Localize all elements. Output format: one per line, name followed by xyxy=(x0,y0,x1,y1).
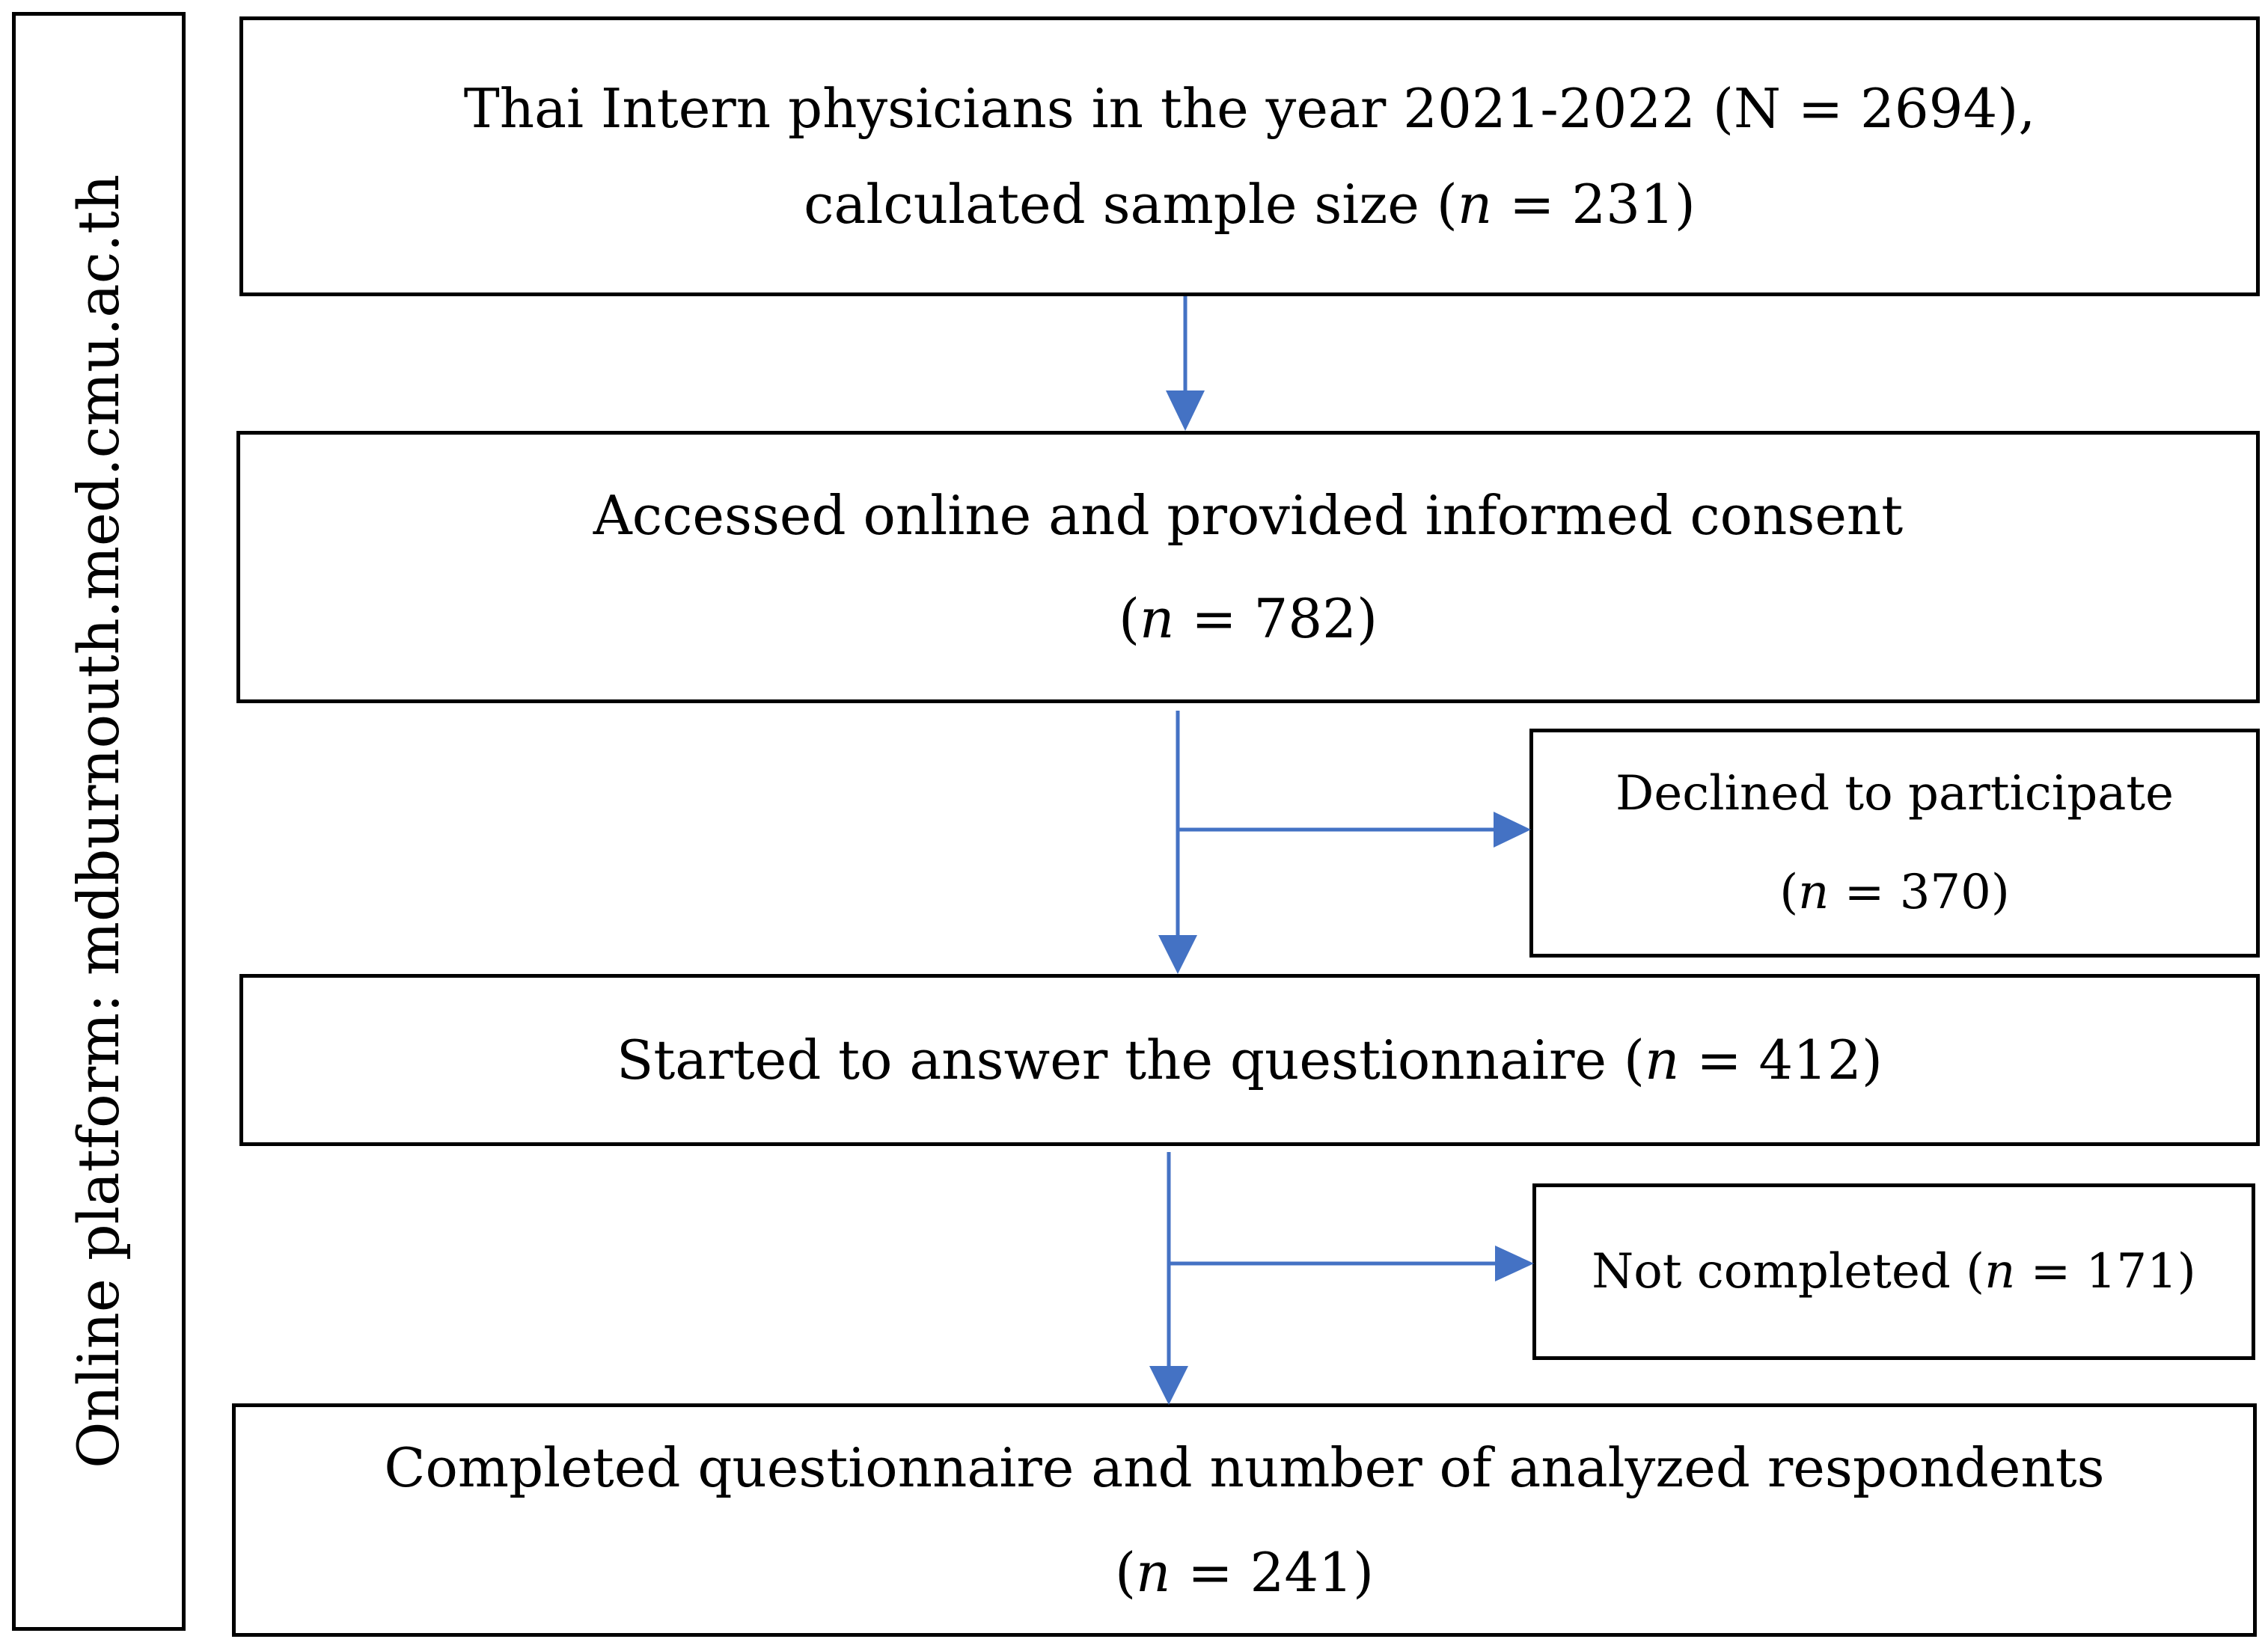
started-n-symbol: n xyxy=(1644,1029,1680,1091)
started-line-1-prefix: Started to answer the questionnaire ( xyxy=(617,1029,1645,1091)
population-line-2-prefix: calculated sample size ( xyxy=(804,173,1458,236)
not-completed-n-symbol: n xyxy=(1984,1244,2016,1299)
arrow-head xyxy=(1495,1246,1534,1281)
completed-line-2-suffix: = 241) xyxy=(1170,1541,1375,1604)
arrow-consent-to-started xyxy=(1158,711,1197,974)
arrow-population-to-consent xyxy=(1166,296,1205,431)
declined-n-symbol: n xyxy=(1798,865,1830,920)
completed-line-2-prefix: ( xyxy=(1114,1541,1137,1604)
consent-n-symbol: n xyxy=(1140,587,1175,650)
completed-line-1: Completed questionnaire and number of analyzed respondents xyxy=(384,1436,2105,1499)
arrow-head xyxy=(1158,935,1197,974)
declined-line-2-prefix: ( xyxy=(1779,865,1799,920)
consent-line-2-suffix: = 782) xyxy=(1174,587,1378,650)
arrow-head xyxy=(1166,390,1205,431)
arrow-to-not-completed xyxy=(1169,1246,1534,1281)
platform-side-label: Online platform: mdburnouth.med.cmu.ac.th xyxy=(65,174,132,1468)
arrow-to-declined xyxy=(1178,812,1531,848)
consent-line-1: Accessed online and provided informed consent xyxy=(593,484,1904,547)
population-line-2-suffix: = 231) xyxy=(1492,173,1696,236)
arrow-head xyxy=(1149,1366,1188,1405)
population-line-1: Thai Intern physicians in the year 2021-2022 (N = 2694), xyxy=(463,77,2036,140)
arrow-started-to-completed xyxy=(1149,1152,1188,1405)
declined-line-2-suffix: = 370) xyxy=(1829,865,2010,920)
consent-line-2-prefix: ( xyxy=(1118,587,1140,650)
not-completed-line-1-prefix: Not completed ( xyxy=(1592,1244,1985,1299)
arrow-head xyxy=(1494,812,1531,848)
population-n-symbol: n xyxy=(1457,173,1493,236)
not-completed-line-1-suffix: = 171) xyxy=(2015,1244,2196,1299)
declined-line-1: Declined to participate xyxy=(1616,766,2174,821)
started-line-1-suffix: = 412) xyxy=(1679,1029,1883,1091)
completed-n-symbol: n xyxy=(1136,1541,1171,1604)
